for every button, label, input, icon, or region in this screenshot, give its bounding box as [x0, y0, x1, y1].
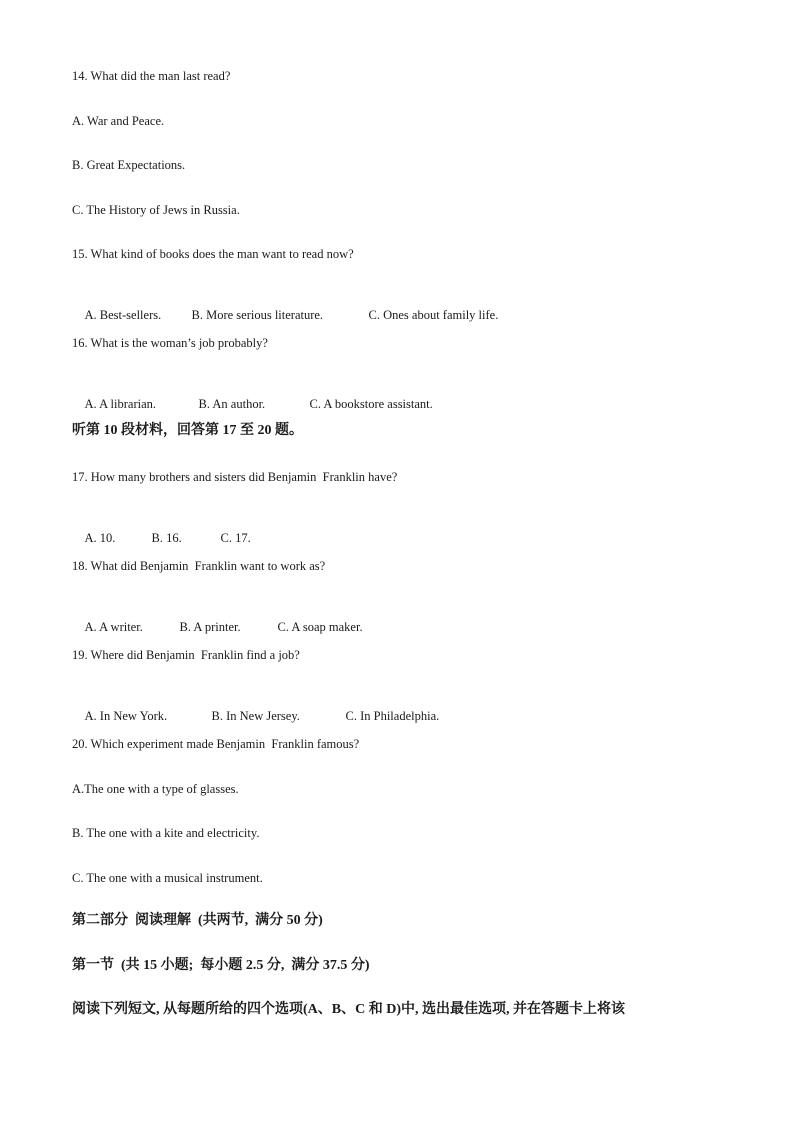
- question-18: 18. What did Benjamin Franklin want to work as?: [72, 559, 326, 573]
- question-18-option-a: A. A writer.: [84, 620, 143, 634]
- question-14-option-b: B. Great Expectations.: [72, 158, 186, 172]
- question-14-option-c: C. The History of Jews in Russia.: [72, 203, 240, 217]
- question-16-option-c: C. A bookstore assistant.: [309, 397, 433, 411]
- question-18-options: [72, 603, 363, 651]
- question-15-option-a: A. Best-sellers.: [84, 308, 162, 322]
- question-16-option-b: B. An author.: [198, 397, 266, 411]
- question-17-option-b: B. 16.: [151, 531, 182, 545]
- question-16-options: [72, 380, 433, 428]
- question-19-option-b: B. In New Jersey.: [211, 709, 300, 723]
- question-18-option-b: B. A printer.: [179, 620, 241, 634]
- question-19-options: [72, 692, 439, 740]
- question-19-option-c: C. In Philadelphia.: [345, 709, 440, 723]
- section-1-heading: 第一节 (共 15 小题; 每小题 2.5 分, 满分 37.5 分): [72, 958, 370, 973]
- question-16: 16. What is the woman’s job probably?: [72, 336, 268, 350]
- question-15-option-c: C. Ones about family life.: [368, 308, 499, 322]
- question-17: 17. How many brothers and sisters did Benjamin Franklin have?: [72, 470, 398, 484]
- question-20: 20. Which experiment made Benjamin Franklin famous?: [72, 737, 360, 751]
- question-16-option-a: A. A librarian.: [84, 397, 157, 411]
- question-15-option-b: B. More serious literature.: [191, 308, 324, 322]
- question-17-option-c: C. 17.: [220, 531, 251, 545]
- question-17-option-a: A. 10.: [84, 531, 116, 545]
- question-19: 19. Where did Benjamin Franklin find a job?: [72, 648, 300, 662]
- question-18-option-c: C. A soap maker.: [277, 620, 363, 634]
- question-14-option-a: A. War and Peace.: [72, 114, 165, 128]
- question-20-option-a: A.The one with a type of glasses.: [72, 782, 239, 796]
- question-14: 14. What did the man last read?: [72, 69, 231, 83]
- part-2-heading: 第二部分 阅读理解 (共两节, 满分 50 分): [72, 913, 323, 928]
- question-15: 15. What kind of books does the man want to read now?: [72, 247, 354, 261]
- question-15-options: [72, 291, 498, 339]
- question-20-option-b: B. The one with a kite and electricity.: [72, 826, 260, 840]
- question-19-option-a: A. In New York.: [84, 709, 168, 723]
- question-20-option-c: C. The one with a musical instrument.: [72, 871, 263, 885]
- reading-instruction: 阅读下列短文, 从每题所给的四个选项(A、B、C 和 D)中, 选出最佳选项, 并在答题卡上将该: [72, 1002, 625, 1017]
- question-17-options: [72, 514, 251, 562]
- section-10-heading: 听第 10 段材料，回答第 17 至 20 题。: [72, 423, 303, 438]
